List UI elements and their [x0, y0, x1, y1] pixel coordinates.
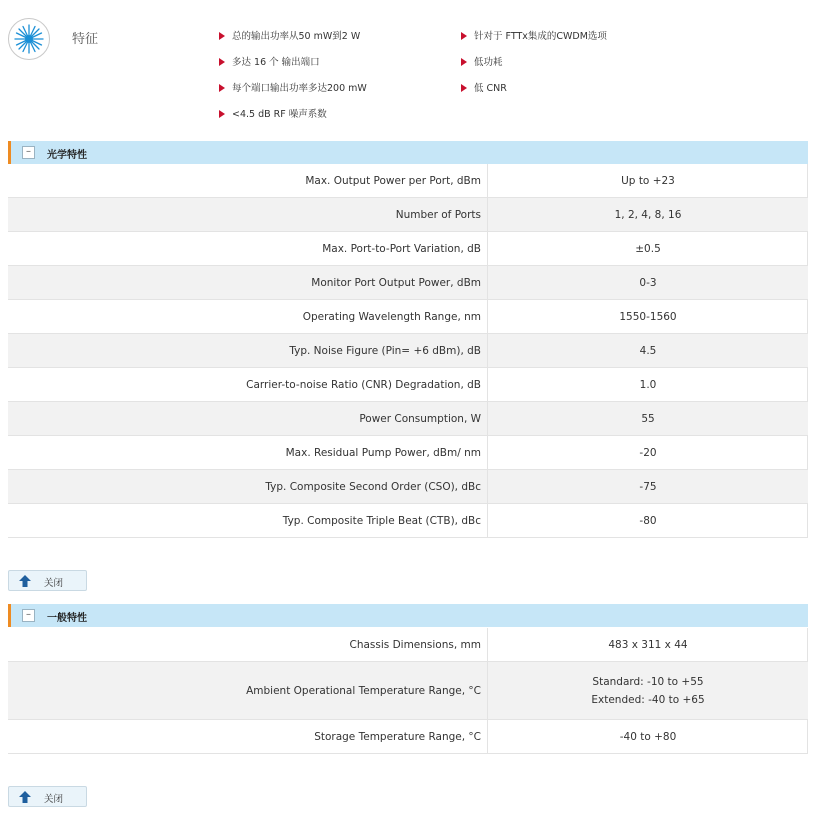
table-row — [8, 266, 808, 300]
spec-value: 55 — [641, 412, 655, 425]
spec-label: Operating Wavelength Range, nm — [302, 310, 481, 323]
arrow-up-icon — [19, 575, 31, 587]
spec-label: Max. Output Power per Port, dBm — [305, 174, 481, 187]
spec-value: ±0.5 — [635, 242, 661, 255]
spec-label: Number of Ports — [395, 208, 481, 221]
collapse-toggle-button[interactable]: – — [22, 146, 35, 159]
laser-burst-icon — [8, 18, 50, 60]
section-title: 一般特性 — [47, 613, 87, 624]
section-title: 光学特性 — [47, 150, 87, 161]
spec-value: 1, 2, 4, 8, 16 — [614, 208, 682, 221]
table-row — [8, 470, 808, 504]
feature-item: 总的输出功率从50 mW到2 W — [219, 28, 360, 42]
general-spec-table — [8, 628, 808, 754]
bullet-arrow-icon — [461, 84, 467, 92]
table-row — [8, 436, 808, 470]
spec-label: Carrier-to-noise Ratio (CNR) Degradation, dB — [246, 378, 481, 391]
feature-item: <4.5 dB RF 噪声系数 — [219, 106, 327, 120]
spec-label: Monitor Port Output Power, dBm — [311, 276, 481, 289]
spec-value: -75 — [639, 480, 657, 493]
spec-label: Chassis Dimensions, mm — [349, 638, 481, 651]
collapse-toggle-button[interactable]: – — [22, 609, 35, 622]
spec-label: Power Consumption, W — [359, 412, 481, 425]
feature-item: 低 CNR — [461, 80, 507, 94]
bullet-arrow-icon — [461, 58, 467, 66]
close-button-label: 关闭 — [44, 578, 64, 589]
spec-label: Max. Port-to-Port Variation, dB — [322, 242, 481, 255]
spec-value: -40 to +80 — [619, 730, 677, 743]
table-row — [8, 334, 808, 368]
spec-value: 483 x 311 x 44 — [608, 638, 688, 651]
section-header-optical[interactable] — [8, 141, 808, 164]
spec-value: 1550-1560 — [619, 310, 677, 323]
spec-value: Up to +23 — [621, 174, 675, 187]
table-row — [8, 164, 808, 198]
table-row — [8, 720, 808, 754]
feature-item: 针对于 FTTx集成的CWDM选项 — [461, 28, 607, 42]
spec-label: Max. Residual Pump Power, dBm/ nm — [285, 446, 481, 459]
bullet-arrow-icon — [219, 84, 225, 92]
bullet-arrow-icon — [461, 32, 467, 40]
bullet-arrow-icon — [219, 58, 225, 66]
spec-label: Typ. Noise Figure (Pin= +6 dBm), dB — [289, 344, 481, 357]
spec-label: Typ. Composite Second Order (CSO), dBc — [265, 480, 481, 493]
bullet-arrow-icon — [219, 32, 225, 40]
spec-value: 4.5 — [639, 344, 657, 357]
table-row — [8, 504, 808, 538]
feature-item: 多达 16 个 输出端口 — [219, 54, 320, 68]
features-title: 特征 — [72, 32, 99, 47]
section-header-general[interactable] — [8, 604, 808, 627]
spec-value: 1.0 — [639, 378, 657, 391]
table-row — [8, 628, 808, 662]
spec-label: Storage Temperature Range, °C — [314, 730, 481, 743]
features-block — [0, 0, 819, 135]
spec-value: 0-3 — [639, 276, 657, 289]
feature-item: 每个端口输出功率多达200 mW — [219, 80, 367, 94]
table-row — [8, 402, 808, 436]
spec-label: Typ. Composite Triple Beat (CTB), dBc — [282, 514, 481, 527]
table-row — [8, 232, 808, 266]
close-button[interactable] — [8, 570, 87, 591]
table-row — [8, 368, 808, 402]
table-row — [8, 198, 808, 232]
close-button[interactable] — [8, 786, 87, 807]
close-button-label: 关闭 — [44, 794, 64, 805]
table-row — [8, 662, 808, 720]
spec-value: Standard: -10 to +55 Extended: -40 to +65 — [591, 675, 705, 706]
arrow-up-icon — [19, 791, 31, 803]
table-row — [8, 300, 808, 334]
bullet-arrow-icon — [219, 110, 225, 118]
feature-item: 低功耗 — [461, 54, 503, 68]
optical-spec-table — [8, 164, 808, 538]
spec-value: -80 — [639, 514, 657, 527]
spec-label: Ambient Operational Temperature Range, °C — [246, 684, 481, 697]
spec-value: -20 — [639, 446, 657, 459]
